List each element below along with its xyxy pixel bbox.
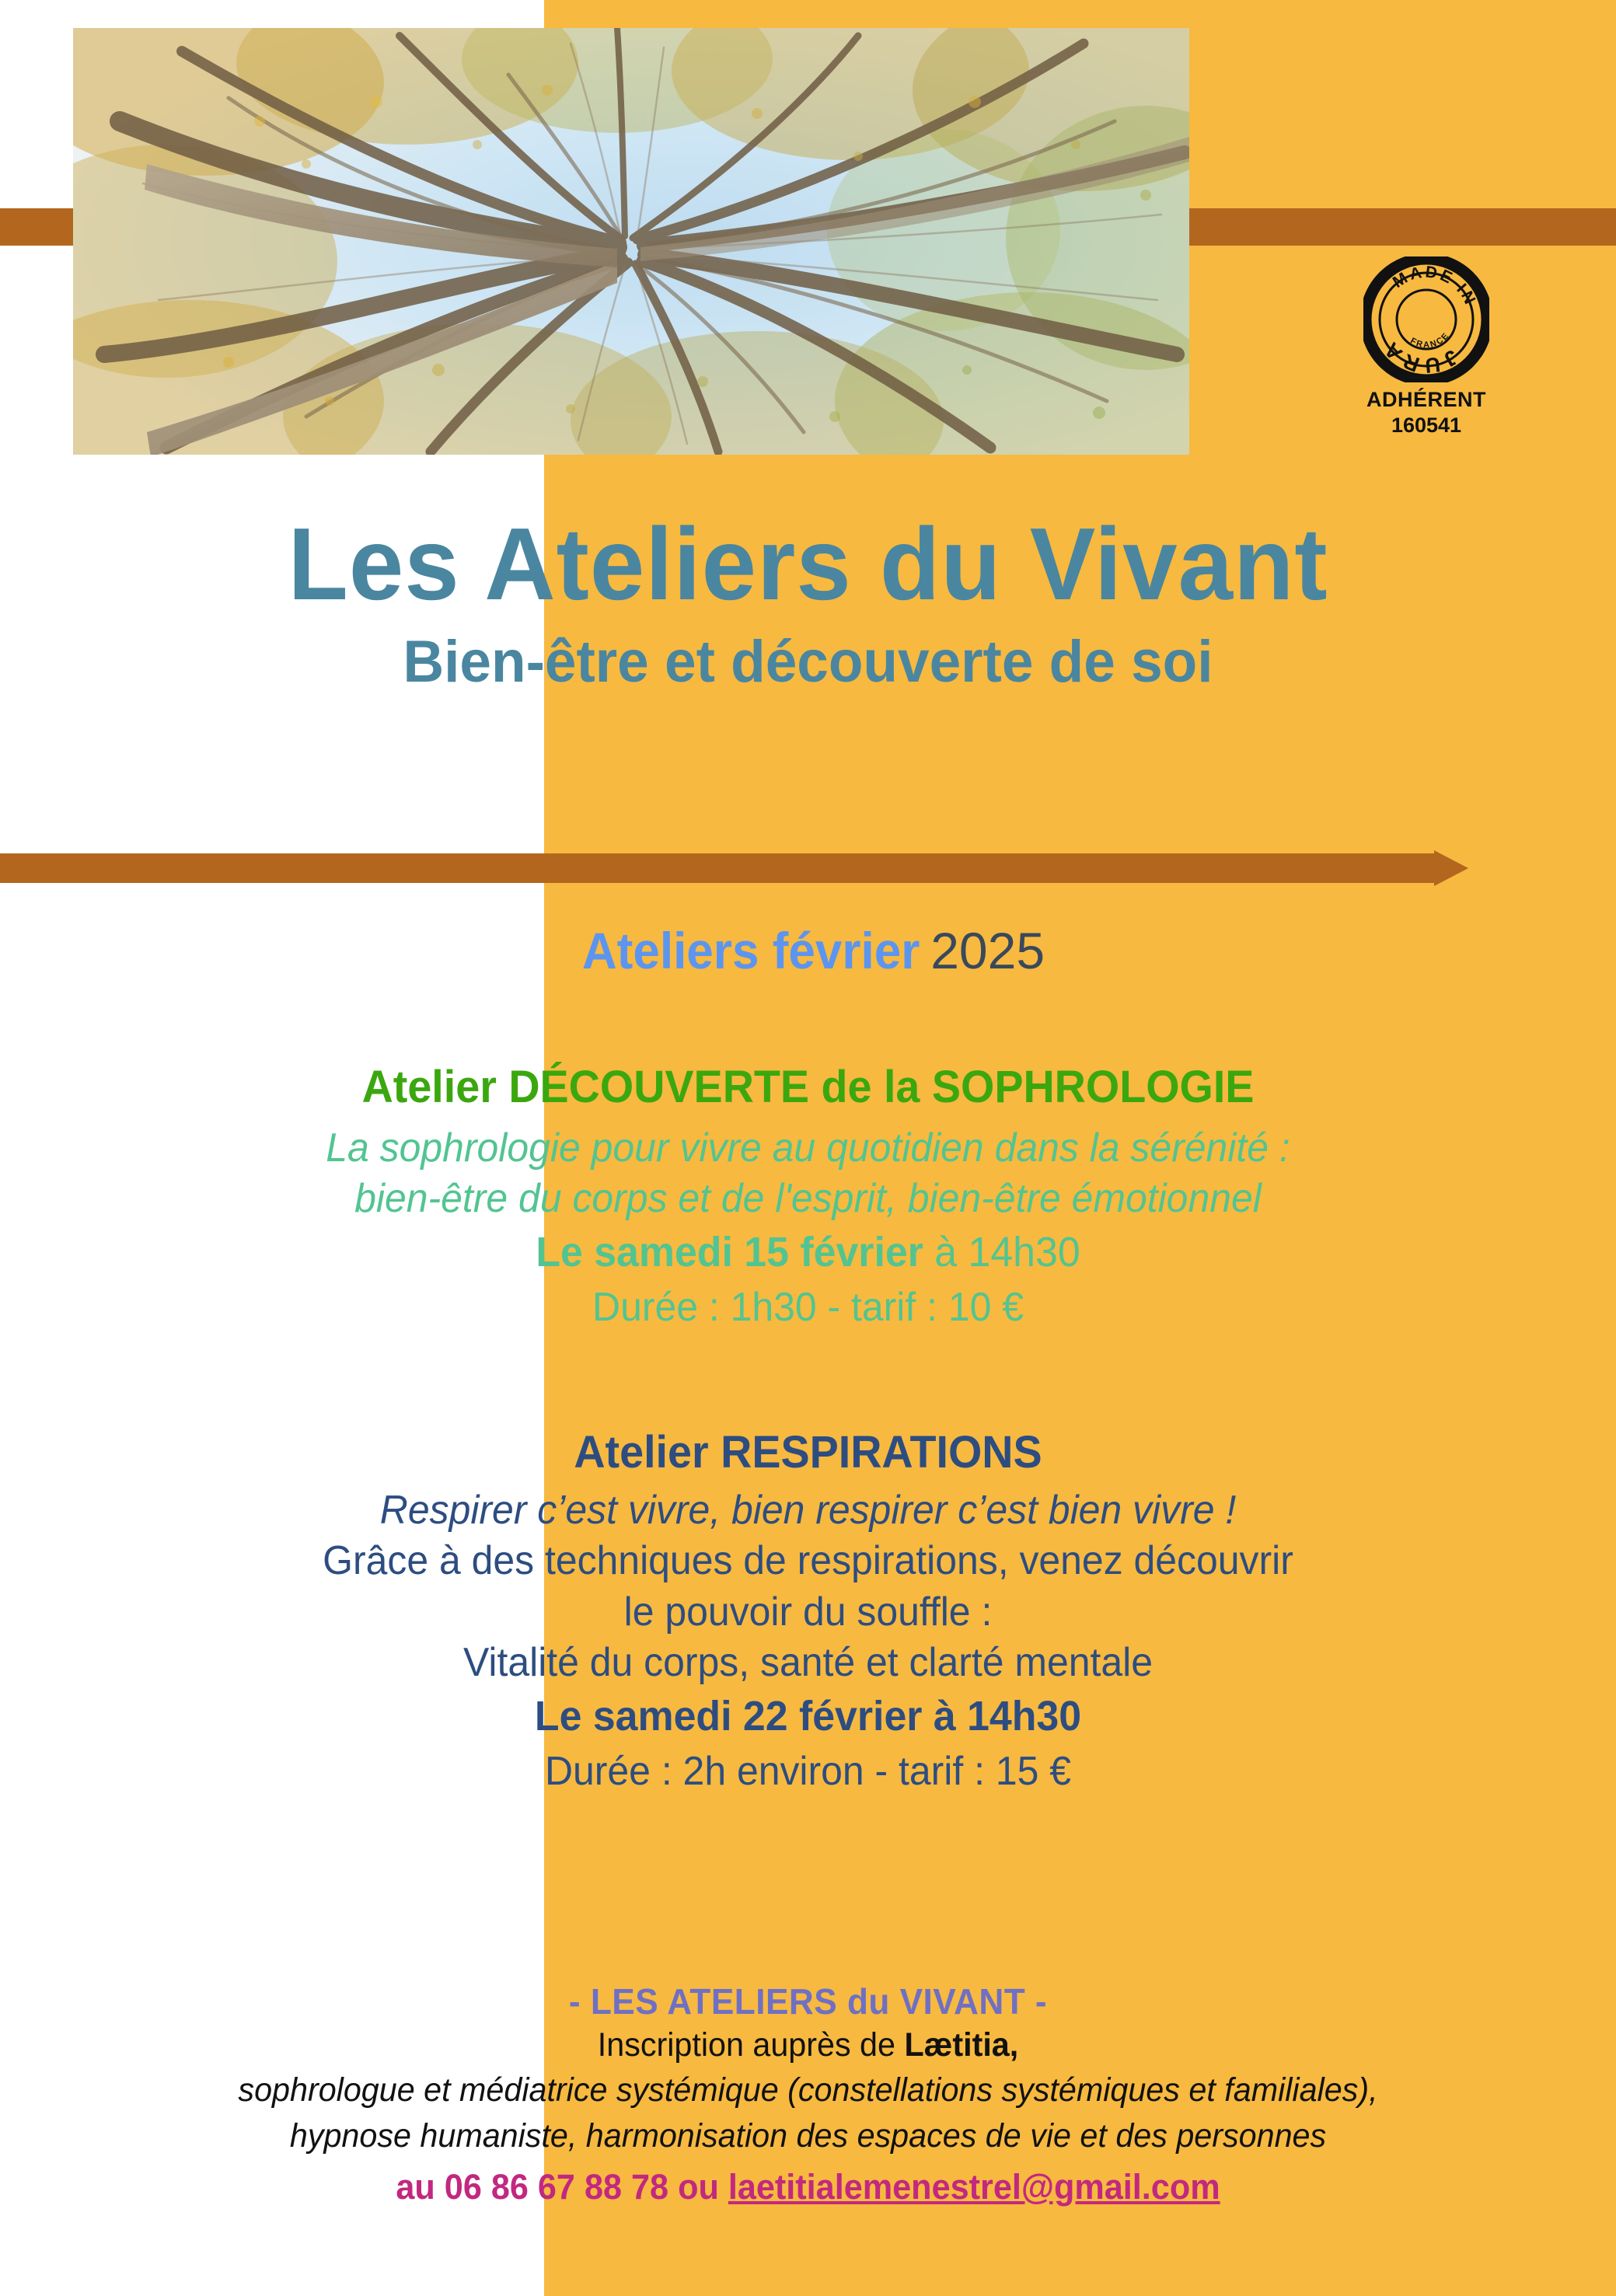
month-heading-year: 2025 (930, 922, 1045, 979)
footer-inscription-prefix: Inscription auprès de (597, 2026, 905, 2064)
footer-block (0, 1980, 1616, 2211)
workshop-respirations (0, 1429, 1616, 1801)
workshop-respirations-body-3: Vitalité du corps, santé et clarté mentale (462, 1640, 1154, 1686)
month-heading (0, 921, 1616, 980)
seal-inner-text: FRANCE (1408, 330, 1452, 351)
workshop-sophrologie-tagline-1: La sophrologie pour vivre au quotidien dans la sérénité : (326, 1125, 1290, 1171)
made-in-jura-stamp-block (1349, 256, 1504, 438)
adherent-label: ADHÉRENT (1366, 388, 1486, 411)
workshop-sophrologie-date-bold: Le samedi 15 février (536, 1228, 923, 1275)
footer-credentials-line-1: sophrologue et médiatrice systémique (constellations systémiques et familiales), (238, 2071, 1378, 2109)
forest-canopy-photo (73, 28, 1189, 455)
footer-inscription-line (33, 2022, 1584, 2067)
workshop-sophrologie-date (33, 1225, 1584, 1279)
adherent-number: 160541 (1391, 413, 1462, 437)
page-title: Les Ateliers du Vivant (288, 507, 1328, 621)
workshop-respirations-body-1: Grâce à des techniques de respirations, venez découvrir (323, 1538, 1293, 1584)
footer-inscription-name: Lætitia, (904, 2026, 1019, 2064)
workshop-sophrologie-date-time: à 14h30 (923, 1228, 1080, 1275)
title-block (0, 507, 1616, 695)
footer-credentials-line-2: hypnose humaniste, harmonisation des espaces de vie et des personnes (289, 2116, 1327, 2155)
footer-contact-phone[interactable]: 06 86 67 88 78 (444, 2167, 669, 2207)
seal-top-text: MADE IN (1389, 263, 1480, 309)
made-in-jura-seal-icon (1363, 256, 1489, 382)
workshop-respirations-date (33, 1689, 1584, 1743)
footer-contact-line[interactable] (33, 2163, 1584, 2211)
month-heading-strong: Ateliers février (581, 922, 920, 979)
arrow-shaft (0, 853, 1434, 883)
seal-bottom-text: JURA (1377, 335, 1462, 378)
arrow-head-icon (1434, 850, 1468, 886)
workshop-respirations-duration: Durée : 2h environ - tarif : 15 € (544, 1748, 1072, 1794)
footer-contact-phone-prefix: au (396, 2167, 445, 2207)
workshop-respirations-tagline: Respirer c’est vivre, bien respirer c’est bien vivre ! (379, 1487, 1237, 1533)
footer-contact-email[interactable]: laetitialemenestrel@gmail.com (728, 2167, 1220, 2207)
footer-contact-separator: ou (668, 2167, 728, 2207)
workshop-sophrologie-duration: Durée : 1h30 - tarif : 10 € (592, 1284, 1024, 1330)
seal-svg (1363, 256, 1489, 382)
footer-brand-title: - LES ATELIERS du VIVANT - (568, 1981, 1048, 2022)
workshop-sophrologie-heading: Atelier DÉCOUVERTE de la SOPHROLOGIE (361, 1062, 1255, 1112)
page-subtitle: Bien-être et découverte de soi (403, 629, 1213, 695)
workshop-respirations-heading: Atelier RESPIRATIONS (574, 1427, 1042, 1478)
workshop-respirations-date-bold: Le samedi 22 février à 14h30 (534, 1692, 1082, 1739)
workshop-sophrologie (0, 1063, 1616, 1337)
brown-arrow-divider (0, 853, 1616, 883)
workshop-respirations-body-2: le pouvoir du souffle : (623, 1589, 993, 1635)
canopy-illustration (73, 28, 1189, 455)
workshop-sophrologie-tagline-2: bien-être du corps et de l'esprit, bien-être émotionnel (354, 1176, 1262, 1222)
